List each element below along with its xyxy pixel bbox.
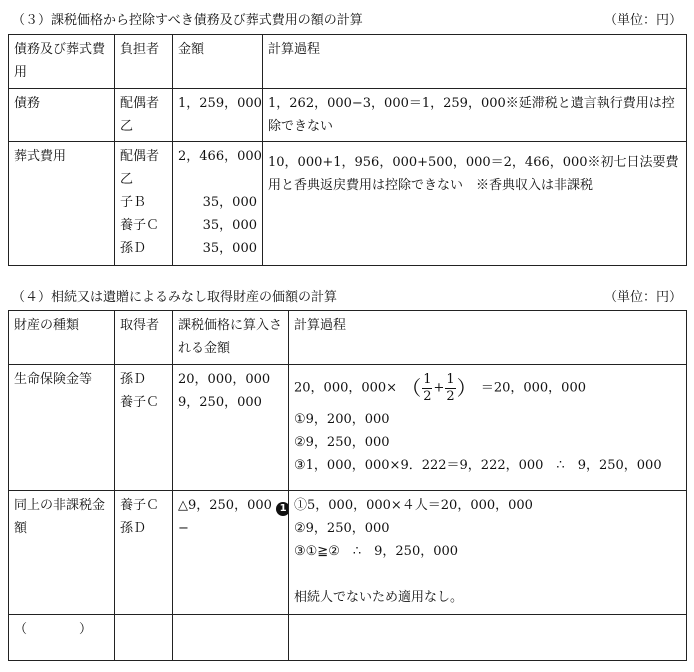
deemed-property-table [8,310,687,661]
row-amount: 2，466，000 35，000 35，000 35，000 [173,142,263,266]
row-payer: 配偶者乙 子Ｂ 養子Ｃ 孫Ｄ [115,142,173,266]
table-row [9,89,687,142]
row-type: （ ） [9,615,115,661]
fraction: $\frac{1}{2}$ [423,371,432,404]
row-acquirer: 養子Ｃ 孫Ｄ [115,491,173,615]
header-payer: 負担者 [115,35,173,89]
table-row [9,491,687,615]
row-amount: 1，259，000 [173,89,263,142]
table-header-row [9,35,687,89]
numbered-circle-icon: 1 [276,502,288,516]
table-row [9,615,687,661]
row-acquirer [115,615,173,661]
section4-title: （４）相続又は遺贈によるみなし取得財産の価額の計算 [12,290,338,305]
table-row [9,142,687,266]
header-type: 財産の種類 [9,311,115,365]
row-calc: 10，000+1，956，000+500，000＝2，466，000※初七日法要費用と香典返戻費用は控除できない ※香典収入は非課税 [263,142,687,266]
section4-unit: （単位：円） [603,290,682,305]
row-amount [173,615,289,661]
row-amount: △9，250，000 1 − [173,491,289,615]
header-amount: 金額 [173,35,263,89]
table-row [9,365,687,491]
row-type: 生命保険金等 [9,365,115,491]
row-calc: 1，262，000−3，000＝1，259，000※延滞税と遺言執行費用は控除できない [263,89,687,142]
row-acquirer: 孫Ｄ 養子Ｃ [115,365,173,491]
header-calc: 計算過程 [289,311,687,365]
section3-unit: （単位：円） [603,13,682,28]
row-amount: 20，000，000 9，250，000 [173,365,289,491]
row-calc [289,615,687,661]
header-calc: 計算過程 [263,35,687,89]
fraction: $\frac{1}{2}$ [446,371,455,404]
calc-formula: 20，000，000× （ $\frac{1}{2}$ + $\frac{1}{2}$ ） ＝20，000，000 [294,371,586,404]
deduction-table [8,34,687,266]
header-amount: 課税価格に算入される金額 [173,311,289,365]
row-type: 葬式費用 [9,142,115,266]
row-calc: ①5，000，000×４人＝20，000，000 ②9，250，000 ③①≧② ∴ 9，250，000 相続人でないため適用なし。 [289,491,687,615]
row-calc: 20，000，000× （ $\frac{1}{2}$ + $\frac{1}{2}$ ） ＝20，000，000 ①9，200，000 ②9，250，000 ③1，000，000×9．222＝9，222，000 ∴ 9，250，000 [289,365,687,491]
header-acquirer: 取得者 [115,311,173,365]
row-type: 債務 [9,89,115,142]
row-type: 同上の非課税金額 [9,491,115,615]
row-payer: 配偶者乙 [115,89,173,142]
table-header-row [9,311,687,365]
header-type: 債務及び葬式費用 [9,35,115,89]
section3-title: （３）課税価格から控除すべき債務及び葬式費用の額の計算 [12,13,363,28]
